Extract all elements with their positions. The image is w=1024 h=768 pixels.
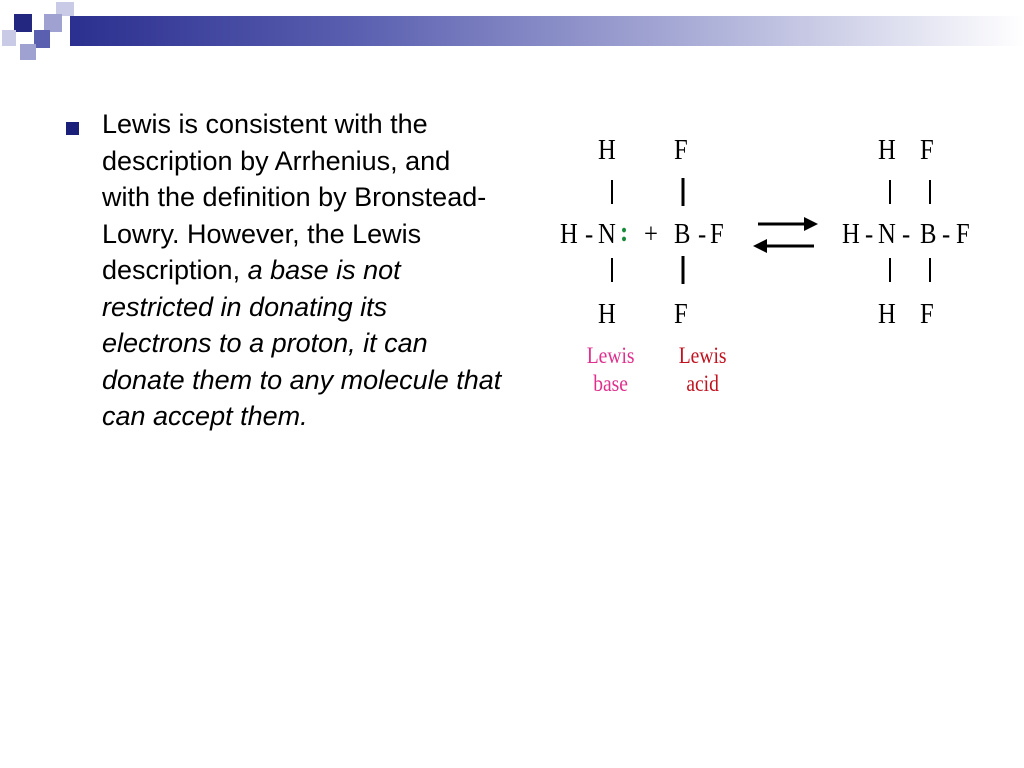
- product-h-left: H: [842, 218, 860, 250]
- bullet-text-plain: Lewis is consistent with the description by Arrhenius, and with the definition by Bronstead-Lowry. However, the Lewis description,: [102, 109, 487, 285]
- atom-f-bottom: F: [674, 298, 688, 330]
- lewis-acid-label-line2: acid: [686, 371, 719, 396]
- lewis-base-label-line2: base: [593, 371, 628, 396]
- lewis-base-label: [580, 342, 641, 398]
- product-h-bottom: H: [878, 298, 896, 330]
- bond-dash: -: [698, 218, 707, 250]
- lewis-acid-label: [672, 342, 733, 398]
- product-h-top: H: [878, 134, 896, 166]
- atom-h-bottom: H: [598, 298, 616, 330]
- header-deco-square: [20, 44, 36, 60]
- header-deco-square: [14, 14, 32, 32]
- bullet-text: [102, 106, 502, 435]
- header-deco-square: [2, 30, 16, 46]
- bullet-square-icon: [66, 122, 79, 135]
- lewis-base-label-line1: Lewis: [586, 343, 635, 368]
- plus-sign: +: [644, 218, 658, 250]
- lone-pair-dots: :: [620, 216, 629, 248]
- bond-dash: -: [942, 218, 951, 250]
- header-deco-square: [34, 30, 50, 48]
- atom-h-top: H: [598, 134, 616, 166]
- lewis-acid-label-line1: Lewis: [678, 343, 727, 368]
- product-f-right: F: [956, 218, 970, 250]
- atom-f-top: F: [674, 134, 688, 166]
- header-gradient-bar: [70, 16, 1024, 46]
- atom-n: N: [598, 218, 616, 250]
- atom-b: B: [674, 218, 691, 250]
- bond-dash: -: [585, 218, 594, 250]
- product-f-top: F: [920, 134, 934, 166]
- product-n: N: [878, 218, 896, 250]
- product-b: B: [920, 218, 937, 250]
- lewis-acid-base-diagram: [540, 120, 1010, 420]
- bullet-text-italic: a base is not restricted in donating its electrons to a proton, it can donate them to any molecule that can accept them.: [102, 255, 502, 431]
- atom-h-left: H: [560, 218, 578, 250]
- bond-dash: -: [865, 218, 874, 250]
- atom-f-right: F: [710, 218, 724, 250]
- product-f-bottom: F: [920, 298, 934, 330]
- bond-dash: -: [902, 218, 911, 250]
